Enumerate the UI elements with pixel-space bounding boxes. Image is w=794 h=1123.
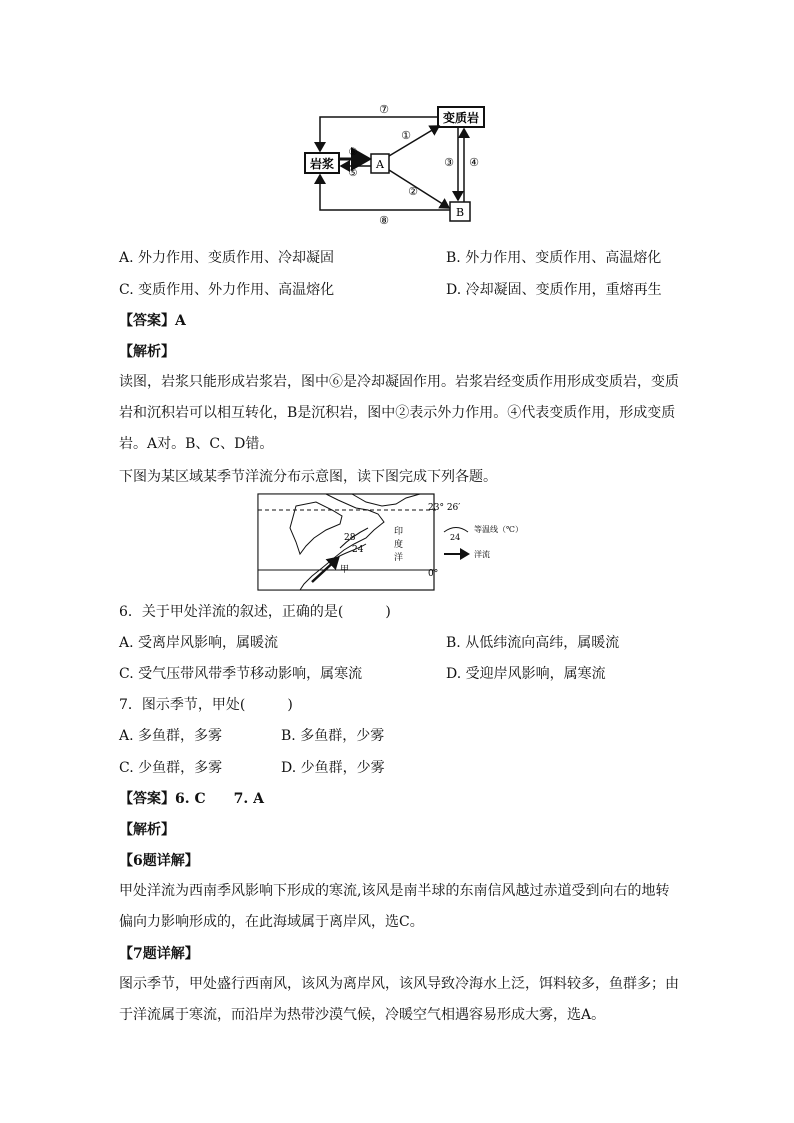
arrow-2 <box>389 170 449 208</box>
intro-text: 下图为某区域某季节洋流分布示意图，读下图完成下列各题。 <box>119 469 497 485</box>
q1-option-a: A. 外力作用、变质作用、冷却凝固 <box>119 250 335 266</box>
ocean-label-2: 度 <box>394 540 404 550</box>
ocean-current-map <box>256 492 526 592</box>
arrow-1 <box>389 126 439 156</box>
isotherm-28-label: 28 <box>344 533 356 543</box>
q1-analysis-title: 【解析】 <box>119 344 175 360</box>
node-a-label: A <box>376 158 384 171</box>
equator-label: 0° <box>428 569 439 579</box>
label-4: ④ <box>469 156 479 169</box>
q7-option-b: B. 多鱼群，少雾 <box>281 728 385 744</box>
q1-option-d: D. 冷却凝固、变质作用，重熔再生 <box>446 282 662 298</box>
q1-analysis-text: 读图，岩浆只能形成岩浆岩，图中⑥是冷却凝固作用。岩浆岩经变质作用形成变质岩，变质岩和沉积岩可以相互转化，B是沉积岩，图中②表示外力作用。④代表变质作用，形成变质岩。A对。B、C、D错。 <box>119 374 679 452</box>
q7-stem: 7．图示季节，甲处( ) <box>119 697 293 713</box>
answer-2: 【答案】6. C 7. A <box>119 791 264 807</box>
q7-option-d: D. 少鱼群，少雾 <box>281 760 385 776</box>
magma-label: 岩浆 <box>309 157 335 171</box>
label-3: ③ <box>444 156 454 169</box>
detail-6-text: 甲处洋流为西南季风影响下形成的寒流,该风是南半球的东南信风越过赤道受到向右的地转偏向力影响形成的，在此海域属于离岸风，选C。 <box>119 883 670 930</box>
ocean-label-3: 洋 <box>394 553 404 563</box>
place-jia: 甲 <box>340 565 350 575</box>
label-8: ⑧ <box>379 214 389 226</box>
label-2: ② <box>408 185 418 198</box>
q6-option-a: A. 受离岸风影响，属暖流 <box>119 635 279 651</box>
legend-current-text: 洋流 <box>474 550 490 559</box>
q6-option-d: D. 受迎岸风影响，属寒流 <box>446 666 606 682</box>
legend-isotherm-text: 等温线（℃） <box>474 525 523 534</box>
q1-option-c: C. 变质作用、外力作用、高温熔化 <box>119 282 335 298</box>
rock-cycle-diagram <box>296 96 496 226</box>
label-1: ① <box>401 129 411 142</box>
arrow-7 <box>320 117 438 151</box>
node-b-label: B <box>455 206 465 219</box>
ocean-label-1: 印 <box>394 527 404 537</box>
detail-7-text: 图示季节，甲处盛行西南风，该风为离岸风，该风导致冷海水上泛，饵料较多，鱼群多；由于洋流属于寒流，而沿岸为热带沙漠气候，冷暖空气相遇容易形成大雾，选A。 <box>119 976 679 1023</box>
q6-stem: 6．关于甲处洋流的叙述，正确的是( ) <box>119 604 391 620</box>
metamorphic-label: 变质岩 <box>442 111 480 125</box>
detail-6-title: 【6题详解】 <box>119 853 199 869</box>
isotherm-24-label: 24 <box>352 545 364 555</box>
legend-isotherm-icon <box>444 528 468 533</box>
q7-option-c: C. 少鱼群，多雾 <box>119 760 223 776</box>
q7-option-a: A. 多鱼群，多雾 <box>119 728 223 744</box>
tropic-label: 23° 26′ <box>428 503 461 513</box>
legend-isotherm-num: 24 <box>450 533 461 542</box>
q1-answer: 【答案】A <box>119 313 186 329</box>
label-5: ⑤ <box>348 168 358 179</box>
label-7: ⑦ <box>379 103 389 116</box>
q6-option-c: C. 受气压带风带季节移动影响，属寒流 <box>119 666 363 682</box>
label-6: ⑥ <box>348 147 358 158</box>
detail-7-title: 【7题详解】 <box>119 946 199 962</box>
analysis-2-title: 【解析】 <box>119 822 175 838</box>
q1-option-b: B. 外力作用、变质作用、高温熔化 <box>446 250 662 266</box>
arrow-8 <box>320 175 450 210</box>
q6-option-b: B. 从低纬流向高纬，属暖流 <box>446 635 620 651</box>
